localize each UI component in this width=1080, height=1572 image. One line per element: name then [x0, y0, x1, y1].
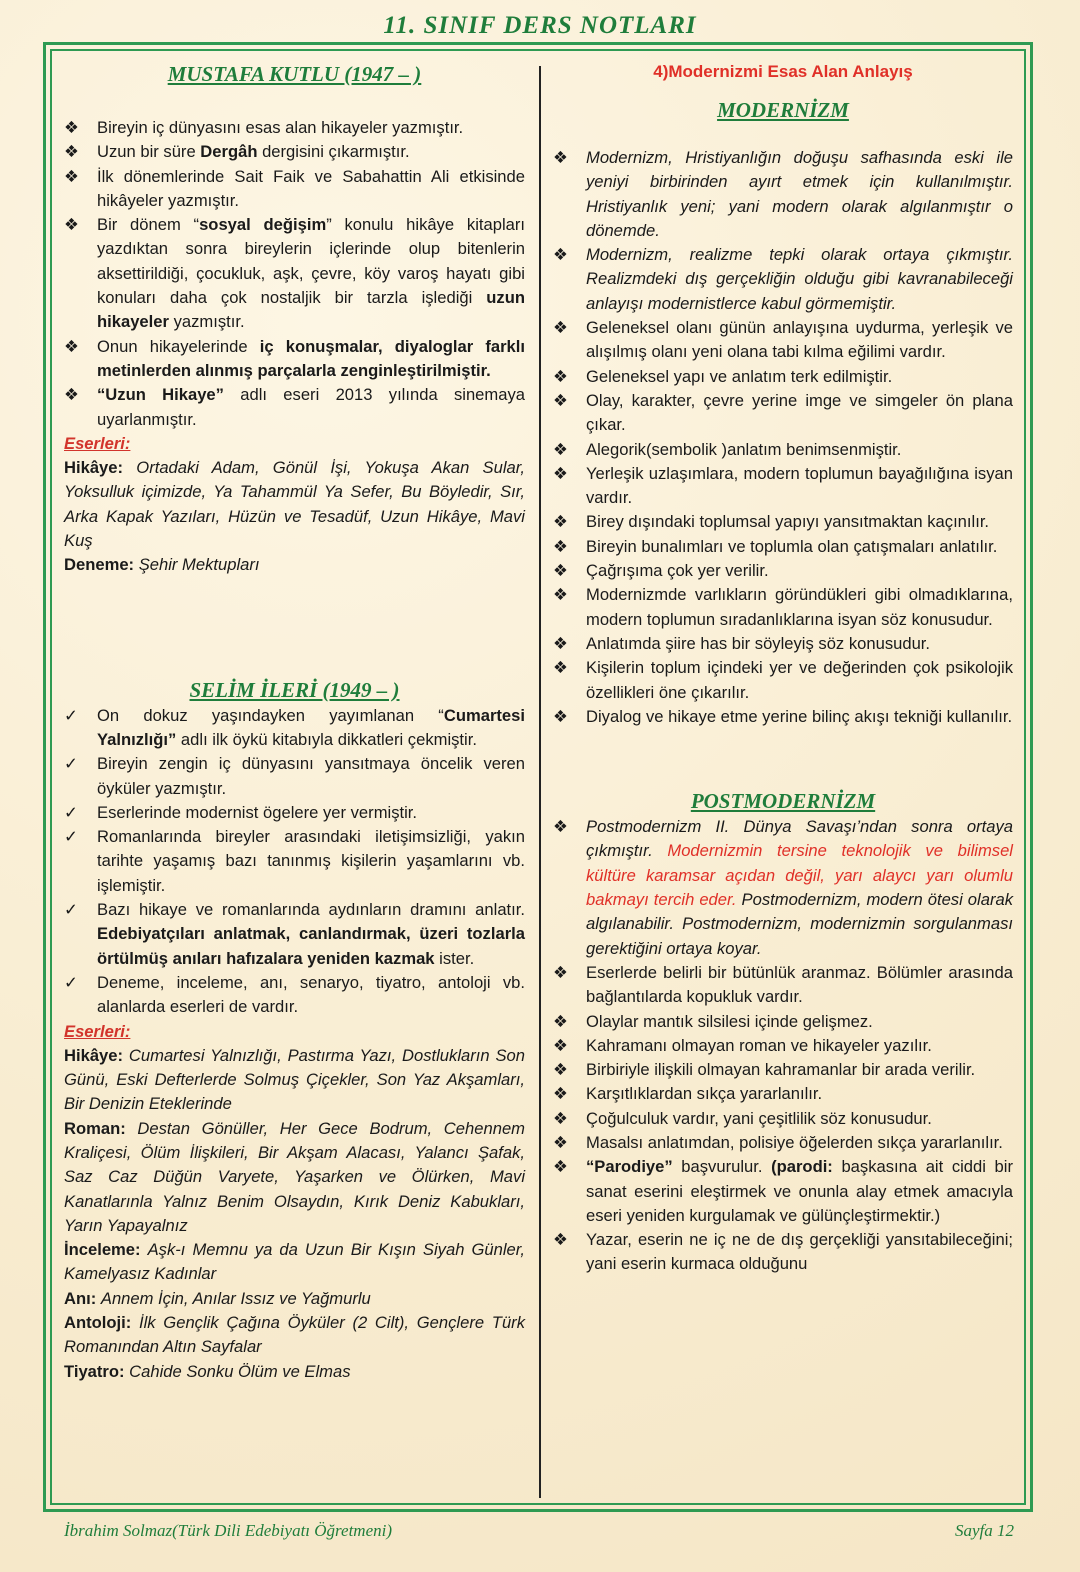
- works-entry-titles: İlk Gençlik Çağına Öyküler (2 Cilt), Gençlere Türk Romanından Altın Sayfalar: [64, 1313, 525, 1357]
- footer-author: İbrahim Solmaz(Türk Dili Edebiyatı Öğretmeni): [64, 1521, 392, 1540]
- list-item: [64, 752, 525, 801]
- ileri-title: SELİM İLERİ (1949 – ): [189, 677, 400, 702]
- list-item-text: “Uzun Hikaye” adlı eseri 2013 yılında sinemaya uyarlanmıştır.: [97, 385, 525, 429]
- diamond-bullet-icon: ❖: [553, 1084, 568, 1104]
- list-item: [553, 1155, 1013, 1228]
- list-item: [64, 704, 525, 753]
- list-item-text: Geleneksel yapı ve anlatım terk edilmiştir.: [586, 366, 893, 386]
- works-entry-titles: Destan Gönüller, Her Gece Bodrum, Cehennem Kraliçesi, Ölüm İlişkileri, Bir Akşam Alacası, Yalancı Şafak, Saz Caz Düğün Varyete, Yaşarken ve Ölürken, Mavi Kanatlarınla Yalnız Benim Olsaydın, Kırık Deniz Kabukları, Yarın Yapayalnız: [64, 1118, 525, 1235]
- kutlu-works-heading: Eserleri:: [64, 433, 131, 453]
- list-item: [553, 1082, 1013, 1106]
- list-item-text: Bireyin bunalımları ve toplumla olan çatışmaları anlatılır.: [586, 536, 998, 556]
- list-item-text: Eserlerde belirli bir bütünlük aranmaz. Bölümler arasında bağlantılarda kopukluk vardır.: [586, 962, 1013, 1007]
- column-divider: [539, 66, 541, 1498]
- works-entry-titles: Cumartesi Yalnızlığı, Pastırma Yazı, Dostlukların Son Günü, Eski Defterlerde Solmuş Çiçekler, Son Yaz Akşamları, Bir Denizin Eteklerinde: [64, 1045, 525, 1114]
- works-entry-label: Hikâye:: [64, 1045, 129, 1065]
- list-item-text: Yerleşik uzlaşımlara, modern toplumun bayağılığına isyan vardır.: [586, 463, 1013, 508]
- list-item: [553, 1034, 1013, 1058]
- list-item: [553, 815, 1013, 961]
- diamond-bullet-icon: ❖: [553, 366, 568, 386]
- list-item-text: Postmodernizm II. Dünya Savaşı’ndan sonra ortaya çıkmıştır. Modernizmin tersine teknolojik ve bilimsel kültüre karamsar açıdan değil, yarı alaycı yarı olumlu bakmayı tercih eder. Postmodernizm, modern ötesi olarak algılanabilir. Postmodernizm, modernizmin sorgulanması gerektiğini ortaya koyar.: [586, 817, 1013, 958]
- list-item-text: Olaylar mantık silsilesi içinde gelişmez.: [586, 1011, 873, 1031]
- list-item-text: Onun hikayelerinde iç konuşmalar, diyaloglar farklı metinlerden alınmış parçalarla zenginleştirilmiştir.: [97, 336, 525, 380]
- works-entry-label: Deneme:: [64, 555, 139, 575]
- works-entry-label: Antoloji:: [64, 1313, 139, 1333]
- diamond-bullet-icon: ❖: [553, 658, 568, 678]
- list-item: [64, 116, 525, 140]
- diamond-bullet-icon: ❖: [64, 385, 79, 405]
- diamond-bullet-icon: ❖: [553, 1011, 568, 1031]
- diamond-bullet-icon: ❖: [64, 336, 79, 356]
- list-item: [553, 705, 1013, 729]
- works-entry-titles: Ortadaki Adam, Gönül İşi, Yokuşa Akan Sular, Yoksulluk içimizde, Ya Tahammül Ya Sefer, Bu Böyledir, Sır, Arka Kapak Yazıları, Hüzün ve Tesadüf, Uzun Hikâye, Mavi Kuş: [64, 458, 525, 551]
- works-entry: [64, 1360, 525, 1384]
- page-header-title: 11. SINIF DERS NOTLARI: [383, 12, 697, 39]
- works-entry: [64, 1238, 525, 1287]
- checkmark-bullet-icon: ✓: [64, 900, 78, 920]
- list-item-text: Kahramanı olmayan roman ve hikayeler yazılır.: [586, 1035, 932, 1055]
- modernizm-list: [553, 146, 1013, 729]
- list-item: [553, 1228, 1013, 1277]
- diamond-bullet-icon: ❖: [553, 561, 568, 581]
- diamond-bullet-icon: ❖: [64, 118, 79, 137]
- kutlu-title: MUSTAFA KUTLU (1947 – ): [167, 62, 422, 86]
- works-entry-titles: Annem İçin, Anılar Issız ve Yağmurlu: [100, 1288, 371, 1308]
- list-item-text: Eserlerinde modernist ögelere yer vermiştir.: [97, 802, 418, 822]
- list-item: [553, 961, 1013, 1010]
- list-item-text: Masalsı anlatımdan, polisiye öğelerden sıkça yararlanılır.: [586, 1132, 1003, 1152]
- diamond-bullet-icon: ❖: [64, 142, 79, 162]
- list-item-text: Romanlarında bireyler arasındaki iletişimsizliği, yakın tarihte yaşamış bazı tanınmış kişilerin yaşamlarını vb. işlemiştir.: [97, 827, 525, 895]
- works-entry: [64, 1311, 525, 1360]
- list-item: [553, 316, 1013, 365]
- list-item: [553, 438, 1013, 462]
- list-item: [64, 335, 525, 384]
- list-item: [553, 1010, 1013, 1034]
- modernizm-title: MODERNİZM: [717, 98, 849, 122]
- list-item-text: Bazı hikaye ve romanlarında aydınların dramını anlatır. Edebiyatçıları anlatmak, canlandırmak, üzeri tozlarla örtülmüş anıları hafızalara yeniden kazmak ister.: [97, 900, 525, 968]
- diamond-bullet-icon: ❖: [553, 1132, 568, 1152]
- list-item-text: Olay, karakter, çevre yerine imge ve simgeler ön plana çıkar.: [586, 390, 1013, 435]
- works-entry-label: Hikâye:: [64, 458, 137, 478]
- list-item-text: Alegorik(sembolik )anlatım benimsenmiştir.: [586, 439, 902, 459]
- list-item-text: Bireyin iç dünyasını esas alan hikayeler yazmıştır.: [97, 118, 464, 137]
- list-item: [553, 656, 1013, 705]
- list-item-text: Modernizm, Hristiyanlığın doğuşu safhasında eski ile yeniyi birbirinden ayırt etmek için kullanılmıştır. Hristiyanlık yeni; yani modern olarak algılanmıştır o dönemde.: [586, 148, 1013, 240]
- list-item: [553, 1058, 1013, 1082]
- footer-page-number: Sayfa 12: [954, 1521, 1014, 1540]
- list-item: [553, 510, 1013, 534]
- diamond-bullet-icon: ❖: [553, 536, 568, 556]
- list-item: [553, 389, 1013, 438]
- works-entry-titles: Cahide Sonku Ölüm ve Elmas: [129, 1361, 351, 1381]
- postmodernizm-list: [553, 815, 1013, 1277]
- diamond-bullet-icon: ❖: [553, 585, 568, 605]
- works-entry-label: Anı:: [64, 1288, 101, 1308]
- list-item-text: Uzun bir süre Dergâh dergisini çıkarmıştır.: [97, 142, 410, 162]
- checkmark-bullet-icon: ✓: [64, 827, 78, 847]
- list-item: [64, 383, 525, 432]
- list-item: [553, 1131, 1013, 1155]
- works-entry-titles: Aşk-ı Memnu ya da Uzun Bir Kışın Siyah Günler, Kamelyasız Kadınlar: [64, 1240, 525, 1284]
- diamond-bullet-icon: ❖: [553, 245, 568, 265]
- diamond-bullet-icon: ❖: [64, 215, 79, 235]
- list-item-text: Bireyin zengin iç dünyasını yansıtmaya öncelik veren öyküler yazmıştır.: [97, 754, 525, 798]
- list-item-text: Birey dışındaki toplumsal yapıyı yansıtmaktan kaçınılır.: [586, 512, 990, 532]
- list-item-text: Anlatımda şiire has bir söyleyiş söz konusudur.: [586, 633, 931, 653]
- list-item: [553, 365, 1013, 389]
- list-item: [553, 535, 1013, 559]
- list-item: [64, 213, 525, 334]
- list-item-text: Modernizm, realizme tepki olarak ortaya çıkmıştır. Realizmdeki dış gerçekliğin olduğu gibi kavranabileceği anlayışı modernistlerce kabul görmemiştir.: [586, 245, 1013, 313]
- list-item-text: Bir dönem “sosyal değişim” konulu hikâye kitapları yazdıktan sonra bireylerin içlerinde olup bitenlerin aksettirildiği, çocukluk, aşk, çevre, köy varoş hayatı gibi konuları daha çok nostaljik bir tarzla işlediği uzun hikayeler yazmıştır.: [97, 215, 526, 332]
- diamond-bullet-icon: ❖: [553, 633, 568, 653]
- diamond-bullet-icon: ❖: [553, 1108, 568, 1128]
- works-entry-titles: Şehir Mektupları: [138, 555, 260, 575]
- diamond-bullet-icon: ❖: [553, 390, 568, 410]
- works-entry: [64, 456, 525, 553]
- kutlu-works: [64, 456, 525, 577]
- diamond-bullet-icon: ❖: [553, 1035, 568, 1055]
- list-item-text: Geleneksel olanı günün anlayışına uydurma, yerleşik ve alışılmış olanı yeni olana tabi kılma eğilimi vardır.: [586, 318, 1013, 362]
- list-item: [64, 971, 525, 1020]
- list-item-text: Birbiriyle ilişkili olmayan kahramanlar bir arada verilir.: [586, 1060, 976, 1080]
- list-item: [553, 1107, 1013, 1131]
- diamond-bullet-icon: ❖: [553, 318, 568, 338]
- list-item-text: Çoğulculuk vardır, yani çeşitlilik söz konusudur.: [586, 1108, 932, 1128]
- diamond-bullet-icon: ❖: [553, 148, 568, 167]
- list-item: [553, 632, 1013, 656]
- list-item-text: İlk dönemlerinde Sait Faik ve Sabahattin Ali etkisinde hikâyeler yazmıştır.: [97, 166, 525, 210]
- list-item: [553, 146, 1013, 243]
- diamond-bullet-icon: ❖: [553, 817, 568, 837]
- works-entry: [64, 553, 525, 577]
- ileri-list: [64, 704, 525, 1020]
- diamond-bullet-icon: ❖: [553, 512, 568, 532]
- list-item: [64, 140, 525, 164]
- list-item: [64, 898, 525, 971]
- ileri-works-heading: Eserleri:: [64, 1021, 131, 1041]
- list-item-text: Kişilerin toplum içindeki yer ve değerinden çok psikolojik özellikleri öne çıkarılır.: [586, 658, 1013, 702]
- diamond-bullet-icon: ❖: [553, 1230, 568, 1250]
- works-entry-label: Tiyatro:: [64, 1361, 130, 1381]
- list-item: [553, 559, 1013, 583]
- list-item: [64, 801, 525, 825]
- diamond-bullet-icon: ❖: [553, 706, 568, 726]
- postmodernizm-title: POSTMODERNİZM: [690, 789, 876, 814]
- works-entry: [64, 1044, 525, 1117]
- checkmark-bullet-icon: ✓: [64, 705, 78, 725]
- list-item: [64, 165, 525, 214]
- list-item: [64, 825, 525, 898]
- diamond-bullet-icon: ❖: [64, 166, 79, 186]
- list-item: [553, 583, 1013, 632]
- list-item: [553, 462, 1013, 511]
- works-entry: [64, 1117, 525, 1238]
- list-item-text: Deneme, inceleme, anı, senaryo, tiyatro, antoloji vb. alanlarda eserleri de vardır.: [97, 972, 525, 1017]
- works-entry-label: Roman:: [64, 1118, 138, 1138]
- right-column: [553, 60, 1013, 1277]
- list-item-text: Yazar, eserin ne iç ne de dış gerçekliği yansıtabileceğini; yani eserin kurmaca olduğunu: [586, 1230, 1013, 1274]
- diamond-bullet-icon: ❖: [553, 439, 568, 459]
- works-entry-label: İnceleme:: [64, 1240, 148, 1260]
- diamond-bullet-icon: ❖: [553, 463, 568, 483]
- list-item-text: On dokuz yaşındayken yayımlanan “Cumartesi Yalnızlığı” adlı ilk öykü kitabıyla dikkatleri çekmiştir.: [97, 705, 525, 749]
- list-item: [553, 243, 1013, 316]
- diamond-bullet-icon: ❖: [553, 1060, 568, 1080]
- list-item-text: Çağrışıma çok yer verilir.: [586, 561, 769, 581]
- list-item-text: Diyalog ve hikaye etme yerine bilinç akışı tekniği kullanılır.: [586, 706, 1013, 726]
- list-item-text: Modernizmde varlıkların göründükleri gibi olmadıklarına, modern toplumun sıradanlıklarına isyan söz konusudur.: [586, 585, 1013, 629]
- diamond-bullet-icon: ❖: [553, 962, 568, 982]
- ileri-works: [64, 1044, 525, 1384]
- list-item-text: “Parodiye” başvurulur. (parodi: başkasına ait ciddi bir sanat eserini eleştirmek ve onunla alay etmek amacıyla eseri yeniden kurgulamak ve gülünçleştirmektir.): [586, 1157, 1013, 1225]
- diamond-bullet-icon: ❖: [553, 1157, 568, 1177]
- left-column: [64, 60, 525, 1384]
- section-heading: 4)Modernizmi Esas Alan Anlayış: [653, 62, 913, 81]
- checkmark-bullet-icon: ✓: [64, 802, 78, 822]
- works-entry: [64, 1287, 525, 1311]
- kutlu-list: [64, 116, 525, 432]
- checkmark-bullet-icon: ✓: [64, 972, 78, 992]
- list-item-text: Karşıtlıklardan sıkça yararlanılır.: [586, 1084, 823, 1104]
- checkmark-bullet-icon: ✓: [64, 754, 78, 774]
